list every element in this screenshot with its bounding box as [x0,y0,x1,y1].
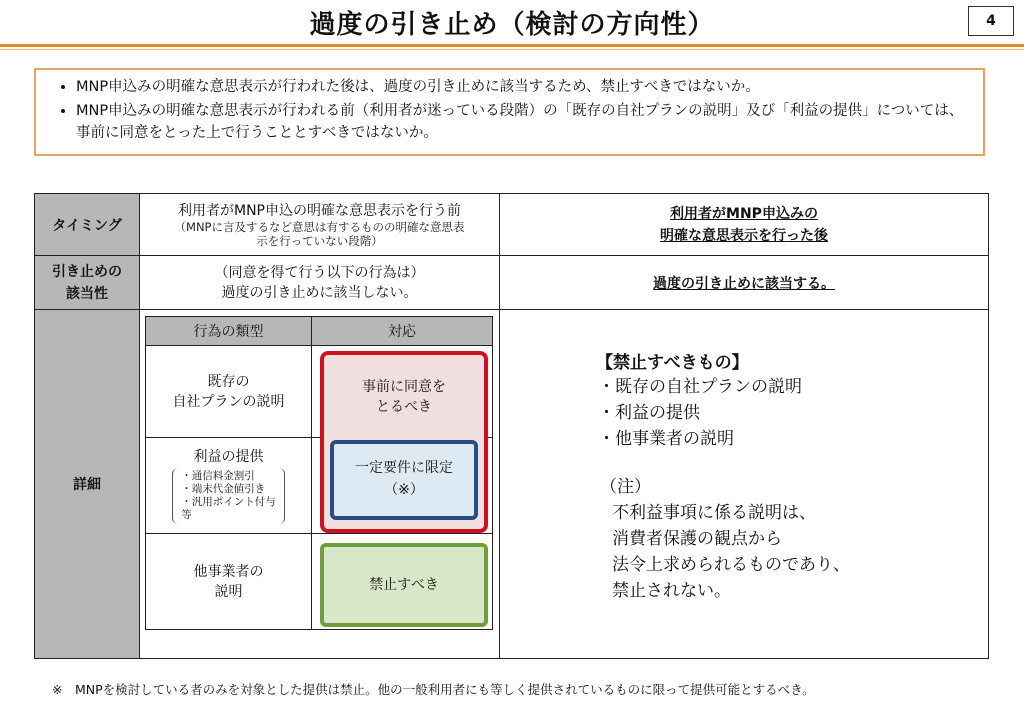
detail-right-cell [500,310,989,659]
benefit-item: ・汎用ポイント付与 [181,495,276,508]
type-other-carrier [146,534,312,630]
footnote: ※ MNPを検討している者のみを対象とした提供は禁止。他の一般利用者にも等しく提供されているものに限って提供可能とするべき。 [52,682,815,697]
limited-line1: 一定要件に限定 [355,460,453,476]
note-label: （注） [600,477,651,497]
applicability-before-cell [140,256,500,310]
inner-header-type: 行為の類型 [146,317,312,346]
inner-table-wrap [140,310,499,658]
prohibited-box [320,543,488,627]
type-other-line1: 他事業者の [193,563,264,580]
note-block [600,474,850,604]
applicability-before-line2: 過度の引き止めに該当しない。 [221,284,418,301]
summary-box [34,68,985,156]
timing-before-sub: （MNPに言及するなど意思は有するものの明確な意思表示を行っていない段階） [174,219,465,248]
summary-bullet: • MNP申込みの明確な意思表示が行われる前（利用者が迷っている段階）の「既存の自社プランの説明」及び「利益の提供」については、事前に同意をとった上で行うこととすべきではないか。 [76,100,969,144]
applicability-label-line1: 引き止めの [52,263,122,280]
title-rule [0,44,1024,47]
timing-before-main: 利用者がMNP申込の明確な意思表示を行う前 [178,202,461,219]
applicability-before-line1: （同意を得て行う以下の行為は） [214,264,425,281]
benefit-items-list [172,468,285,524]
prohibited-heading: 【禁止すべきもの】 [596,353,749,373]
note-line: 不利益事項に係る説明は、 [612,503,816,523]
type-existing-line2: 自社プランの説明 [172,393,285,410]
timing-label: タイミング [35,194,140,256]
prohibited-item: ・利益の提供 [598,403,700,423]
comparison-table [34,193,989,659]
page-title: 過度の引き止め（検討の方向性） [309,10,715,40]
prohibited-label: 禁止すべき [369,577,439,593]
limited-line2: （※） [384,482,424,498]
page-number: 4 [968,6,1014,36]
prohibited-item: ・既存の自社プランの説明 [598,377,802,397]
prohibited-items-panel [500,310,988,658]
note-line: 法令上求められるものであり、 [612,555,850,575]
timing-after-cell [500,194,989,256]
applicability-after-cell [500,256,989,310]
summary-bullet: • MNP申込みの明確な意思表示が行われた後は、過度の引き止めに該当するため、禁止すべきではないか。 [76,76,969,98]
prohibited-list [598,374,802,452]
type-other-line2: 説明 [214,583,243,600]
timing-before-cell [140,194,500,256]
prohibited-item: ・他事業者の説明 [598,429,734,449]
note-line: 消費者保護の観点から [612,529,782,549]
inner-header-response: 対応 [312,317,493,346]
applicability-after: 過度の引き止めに該当する。 [653,275,835,292]
detail-inner-cell [140,310,500,659]
note-line: 禁止されない。 [612,581,731,601]
applicability-label [35,256,140,310]
type-existing-plan [146,346,312,438]
benefit-item: ・通信料金割引 [181,469,255,482]
type-benefit-title: 利益の提供 [193,448,264,465]
timing-after-line1: 利用者がMNP申込みの [670,205,818,222]
limited-requirement-box [330,440,478,520]
type-benefit [146,438,312,534]
timing-after-line2: 明確な意思表示を行った後 [660,227,828,244]
title-rule-thin [0,49,1024,50]
benefit-item: 等 [181,508,192,521]
detail-label: 詳細 [35,310,140,659]
benefit-item: ・端末代金値引き [181,482,266,495]
type-existing-line1: 既存の [207,373,250,390]
consent-line2: とるべき [376,399,432,415]
consent-line1: 事前に同意を [362,379,446,395]
applicability-label-line2: 該当性 [66,285,108,302]
